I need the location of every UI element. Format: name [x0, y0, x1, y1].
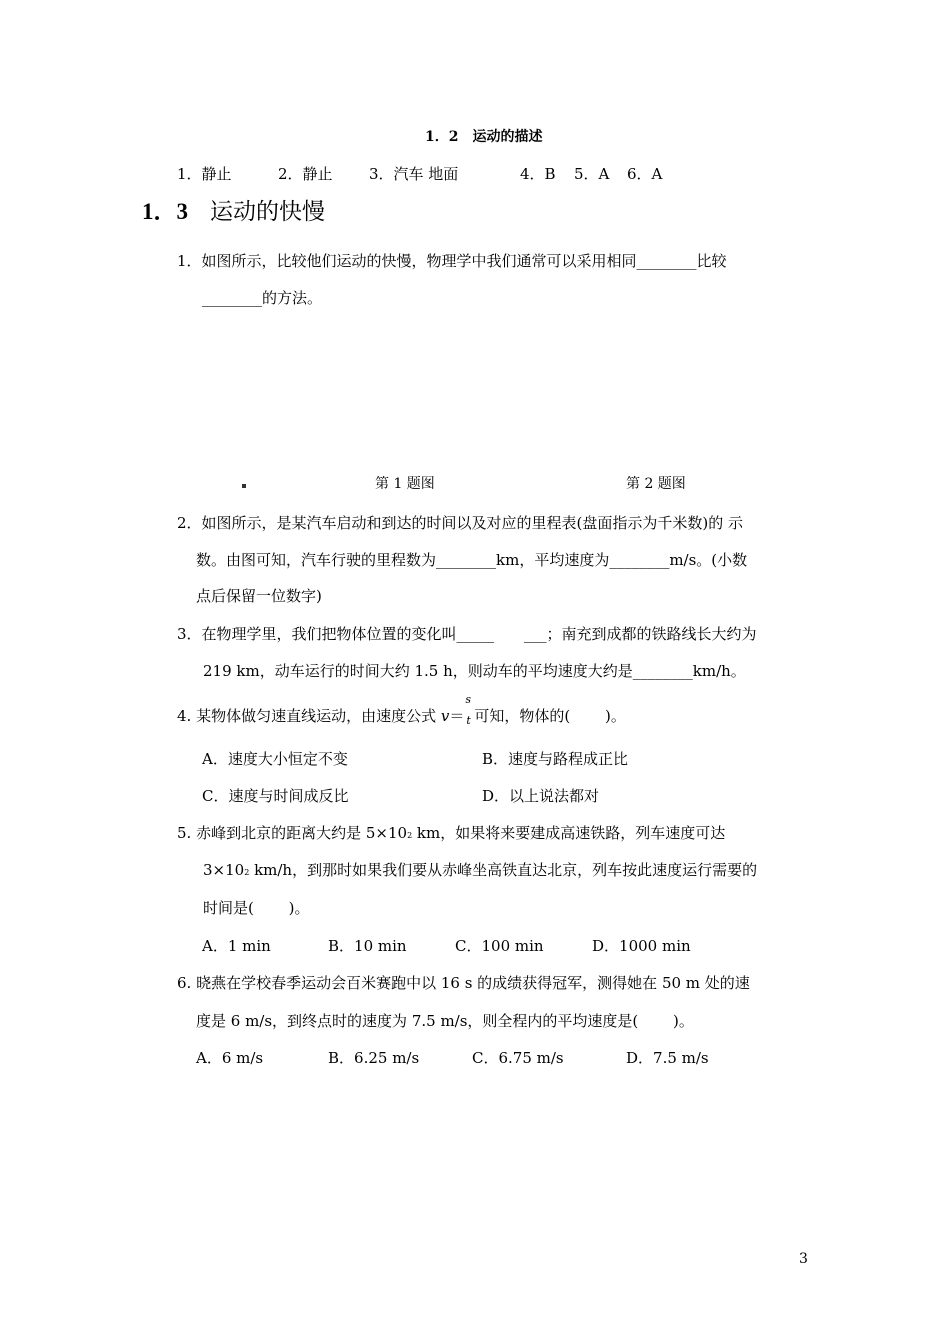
question-6-option-d: D．7.5 m/s: [626, 1049, 709, 1067]
question-3-line-2: 219 km，动车运行的时间大约 1.5 h，则动车的平均速度大约是________km/h。: [203, 662, 746, 680]
question-5-option-a: A．1 min: [202, 937, 271, 955]
section-number: 1．3: [142, 199, 188, 224]
question-6-option-a: A．6 m/s: [196, 1049, 264, 1067]
figure-1-caption: 第 1 题图: [375, 476, 435, 492]
question-4-option-d: D．以上说法都对: [482, 787, 600, 805]
question-2-line-2: 数。由图可知，汽车行驶的里程数为________km，平均速度为________m/s。(小数: [196, 551, 748, 569]
answer-4: 4．B: [520, 165, 556, 183]
question-5-option-b: B．10 min: [328, 937, 407, 955]
page-number: 3: [799, 1251, 808, 1267]
question-6-line-2: 度是 6 m/s，到终点时的速度为 7.5 m/s，则全程内的平均速度是( )。: [196, 1012, 694, 1030]
question-6-option-b: B．6.25 m/s: [328, 1049, 420, 1067]
question-5-line-1: [177, 822, 725, 843]
formula-fraction: [464, 693, 474, 727]
question-1-line-1: 1．如图所示，比较他们运动的快慢，物理学中我们通常可以采用相同________比较: [177, 252, 727, 270]
question-5-exponent-1: 2: [407, 831, 413, 840]
section-1-3-title: [142, 193, 325, 226]
question-5-exponent-2: 2: [244, 868, 250, 877]
question-4-prefix: 4. 某物体做匀速直线运动，由速度公式: [177, 707, 437, 725]
question-4-option-a: A．速度大小恒定不变: [202, 750, 348, 768]
question-5-line-1-a: 5. 赤峰到北京的距离大约是 5×10: [177, 824, 408, 842]
answer-6: 6．A: [627, 165, 663, 183]
question-5-option-c: C．100 min: [455, 937, 544, 955]
question-5-option-d: D．1000 min: [592, 937, 691, 955]
question-6-option-c: C．6.75 m/s: [472, 1049, 564, 1067]
formula-denominator: t: [466, 714, 471, 727]
question-5-line-3: 时间是( )。: [203, 899, 310, 917]
question-5-line-2: [203, 859, 757, 880]
answer-5: 5．A: [574, 165, 610, 183]
figure-marker: [242, 484, 246, 488]
question-2-line-1: 2．如图所示，是某汽车启动和到达的时间以及对应的里程表(盘面指示为千米数)的 示: [177, 514, 744, 532]
formula-numerator: s: [465, 693, 472, 706]
figure-2-caption: 第 2 题图: [626, 476, 686, 492]
answer-2: 2．静止: [278, 165, 333, 183]
question-5-line-2-a: 3×10: [203, 861, 245, 879]
section-title-text: 运动的快慢: [210, 199, 325, 225]
question-1-line-2: ________的方法。: [202, 289, 323, 307]
answer-3: 3．汽车 地面: [369, 165, 459, 183]
answer-1: 1．静止: [177, 165, 232, 183]
question-4-option-b: B．速度与路程成正比: [482, 750, 629, 768]
question-4-option-c: C．速度与时间成反比: [202, 787, 349, 805]
question-4-suffix: 可知，物体的( )。: [474, 707, 626, 725]
question-2-line-3: 点后保留一位数字): [196, 587, 322, 605]
section-1-2-title: 1．2 运动的描述: [425, 129, 543, 145]
formula-equals: ＝: [449, 707, 465, 725]
question-6-line-1: 6. 晓燕在学校春季运动会百米赛跑中以 16 s 的成绩获得冠军，测得她在 50 m 处的速: [177, 974, 750, 992]
formula-v: v: [440, 707, 450, 725]
question-3-line-1: 3．在物理学里，我们把物体位置的变化叫_____ ___；南充到成都的铁路线长大约为: [177, 625, 757, 643]
question-5-line-1-b: km，如果将来要建成高速铁路，列车速度可达: [412, 824, 726, 842]
question-5-line-2-b: km/h，到那时如果我们要从赤峰坐高铁直达北京，列车按此速度运行需要的: [249, 861, 758, 879]
question-4-stem: [177, 693, 626, 727]
